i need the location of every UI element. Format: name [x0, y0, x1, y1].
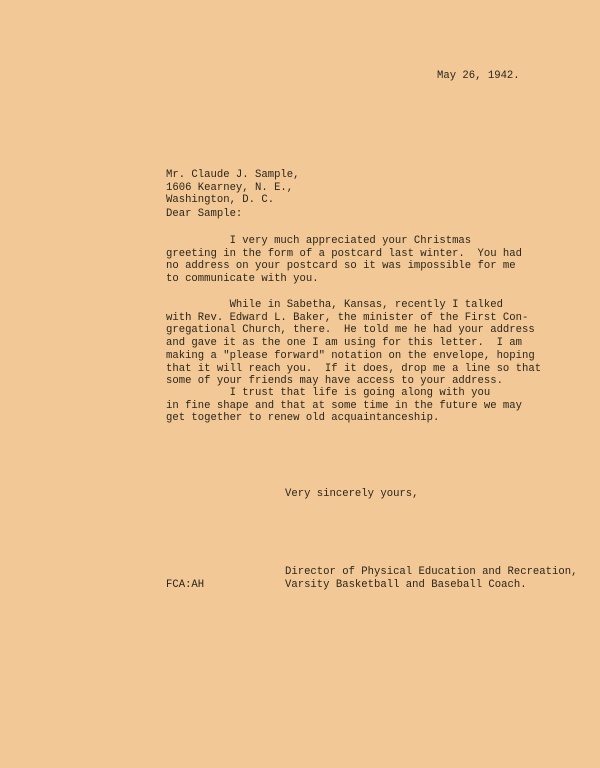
closing-text: Very sincerely yours, — [285, 488, 419, 500]
recipient-name: Mr. Claude J. Sample, — [166, 169, 300, 181]
body-paragraph-3 — [166, 387, 522, 425]
body-paragraph-1 — [166, 235, 522, 286]
letter-date — [437, 70, 520, 83]
body-paragraph-2 — [166, 299, 541, 388]
salutation — [166, 208, 242, 221]
paragraph-line: While in Sabetha, Kansas, recently I talked — [166, 299, 503, 311]
paragraph-line: I very much appreciated your Christmas — [166, 235, 472, 247]
paragraph-line: I trust that life is going along with you — [166, 387, 491, 399]
recipient-street: 1606 Kearney, N. E., — [166, 181, 294, 194]
initials-text: FCA:AH — [166, 579, 205, 591]
paragraph-line: that it will reach you. If it does, drop me a line so that — [166, 362, 542, 375]
signature-title — [285, 566, 577, 591]
paragraph-line: to communicate with you. — [166, 273, 319, 286]
closing — [285, 488, 419, 501]
recipient-address — [166, 169, 300, 207]
paragraph-line: get together to renew old acquaintanceship. — [166, 412, 440, 425]
paragraph-line: gregational Church, there. He told me he had your address — [166, 324, 535, 337]
paragraph-line: greeting in the form of a postcard last winter. You had — [166, 247, 523, 260]
paragraph-line: making a "please forward" notation on the envelope, hoping — [166, 349, 535, 362]
paragraph-line: and gave it as the one I am using for this letter. I am — [166, 337, 523, 350]
paragraph-line: in fine shape and that at some time in the future we may — [166, 399, 523, 412]
recipient-city: Washington, D. C. — [166, 194, 275, 207]
paragraph-line: no address on your postcard so it was impossible for me — [166, 260, 516, 273]
paragraph-line: with Rev. Edward L. Baker, the minister of the First Con- — [166, 311, 529, 324]
date-text: May 26, 1942. — [437, 70, 520, 82]
reference-initials — [166, 579, 204, 592]
signature-title-line: Director of Physical Education and Recreation, — [285, 566, 578, 578]
salutation-text: Dear Sample: — [166, 208, 243, 220]
paragraph-line: some of your friends may have access to your address. — [166, 375, 503, 388]
signature-title-line: Varsity Basketball and Baseball Coach. — [285, 578, 527, 591]
